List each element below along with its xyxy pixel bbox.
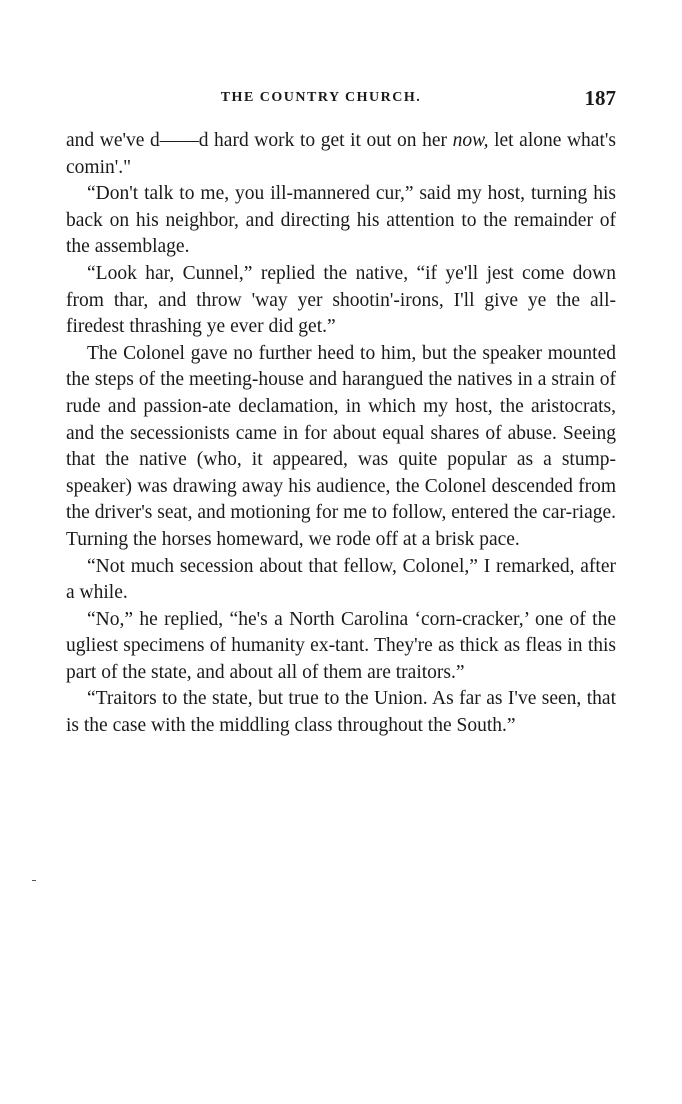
paragraph-7: “Traitors to the state, but true to the Union. As far as I've seen, that is the case with the middling class throughout the South.” bbox=[66, 688, 616, 737]
paragraph-5: “Not much secession about that fellow, Colonel,” I remarked, after a while. bbox=[66, 555, 616, 604]
margin-mark bbox=[32, 880, 36, 881]
paragraph-6: “No,” he replied, “he's a North Carolina ‘corn-cracker,’ one of the ugliest specimens of humanity ex-tant. They're as thick as fleas in this part of the state, and about all of them are traitors.” bbox=[66, 608, 616, 683]
paragraph-2: “Don't talk to me, you ill-mannered cur,” said my host, turning his back on his neighbor, and directing his attention to the remainder of the assemblage. bbox=[66, 183, 616, 258]
running-head bbox=[66, 86, 616, 116]
paragraph-1-text-end: let alone what's comin'." bbox=[66, 130, 616, 178]
paragraph-1 bbox=[66, 128, 616, 181]
paragraph-1-text-start: and we've d——d hard work to get it out on her bbox=[66, 130, 453, 151]
paragraph-3: “Look har, Cunnel,” replied the native, “if ye'll jest come down from thar, and throw 'way yer shootin'-irons, I'll give ye the all-firedest thrashing ye ever did get.” bbox=[66, 262, 616, 338]
paragraph-4: The Colonel gave no further heed to him, but the speaker mounted the steps of the meeting-house and harangued the natives in a strain of rude and passion-ate declamation, in which my host, the aristocrats, and the secessionists came in for about equal shares of abuse. Seeing that the native (who, it appeared, was quite popular as a stump-speaker) was drawing away his audience, the Colonel descended from the driver's seat, and motioning for me to follow, entered the car-riage. Turning the horses homeward, we rode off at a brisk pace. bbox=[66, 342, 616, 550]
emphasized-word: now, bbox=[452, 130, 489, 151]
body-text bbox=[66, 128, 616, 740]
running-title: THE COUNTRY CHURCH. bbox=[220, 90, 422, 105]
page-number: 187 bbox=[584, 86, 616, 110]
